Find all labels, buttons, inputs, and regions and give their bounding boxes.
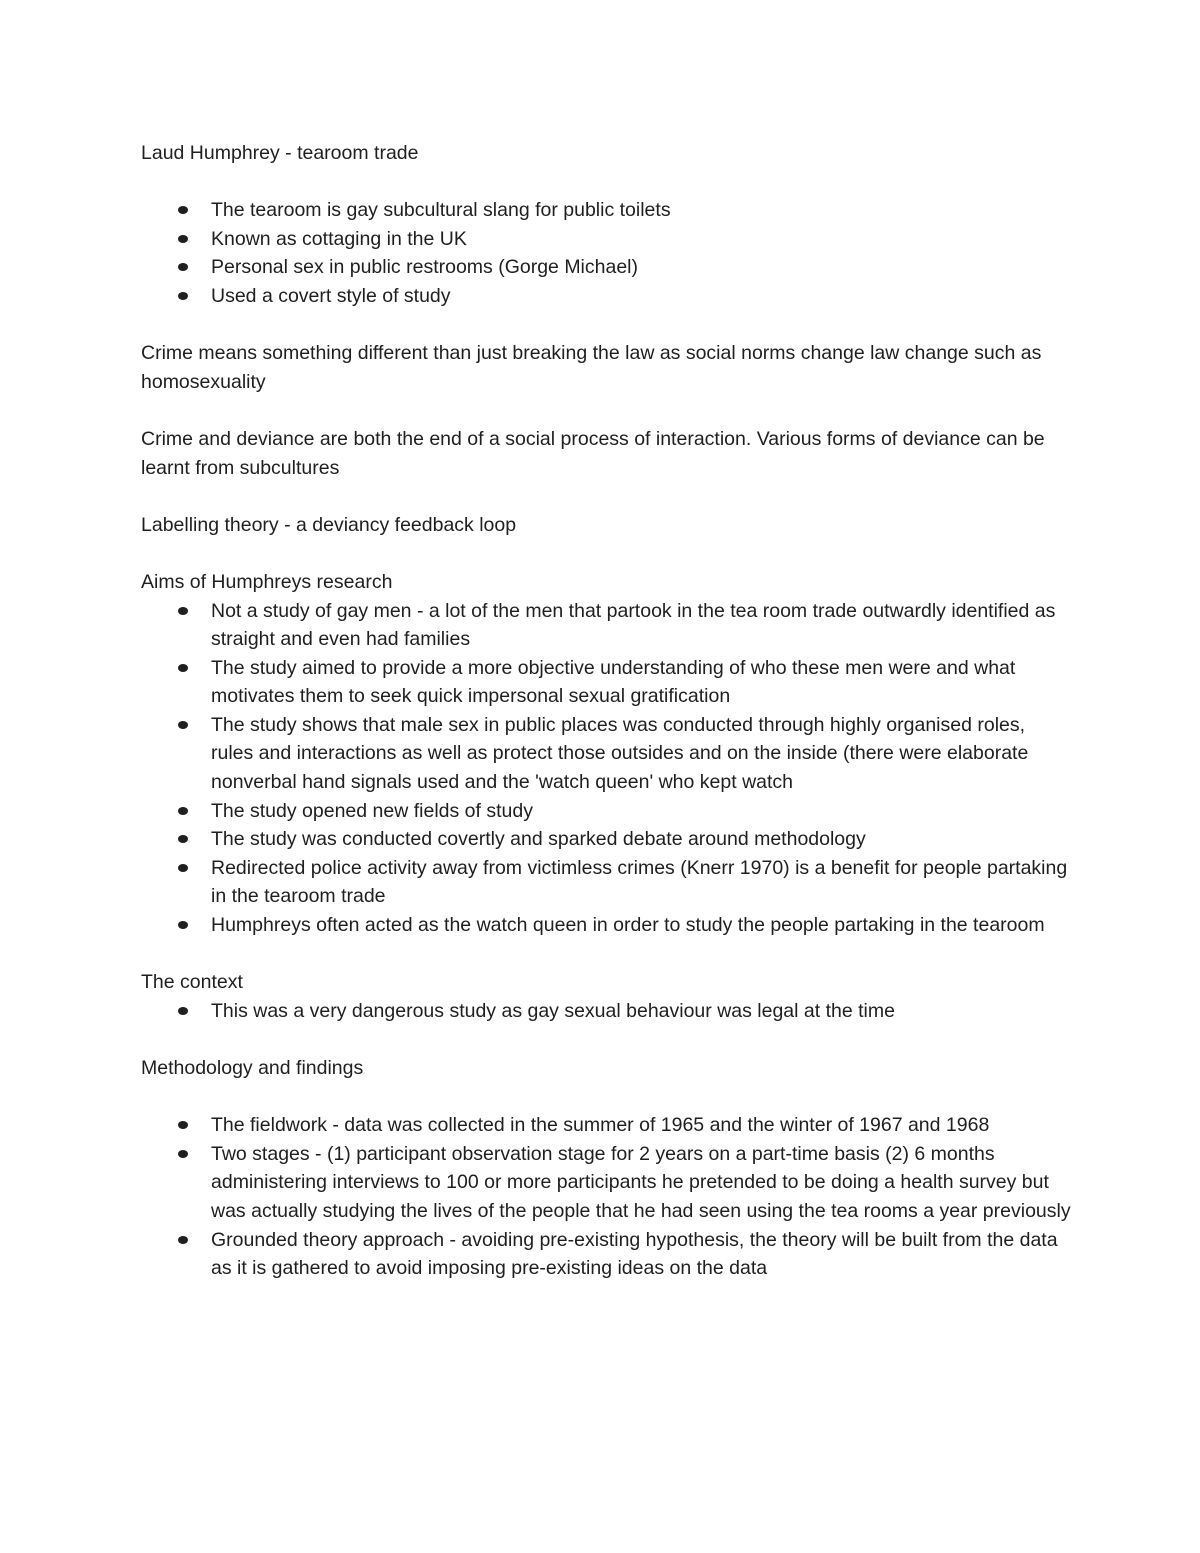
- bullet-icon: [178, 664, 188, 672]
- bullet-icon: [178, 206, 188, 214]
- list-item: This was a very dangerous study as gay sexual behaviour was legal at the time: [141, 997, 1071, 1026]
- list-item: The fieldwork - data was collected in the summer of 1965 and the winter of 1967 and 1968: [141, 1111, 1071, 1140]
- list-item: Redirected police activity away from victimless crimes (Knerr 1970) is a benefit for people partaking in the tearoom trade: [141, 854, 1071, 911]
- bullet-icon: [178, 807, 188, 815]
- paragraph-crime-meaning: Crime means something different than just breaking the law as social norms change law change such as homosexuality: [141, 342, 1047, 393]
- bullet-icon: [178, 864, 188, 872]
- spacer: [141, 168, 1071, 197]
- list-item: Used a covert style of study: [141, 282, 1071, 311]
- list-item: Grounded theory approach - avoiding pre-existing hypothesis, the theory will be built from the data as it is gathered to avoid imposing pre-existing ideas on the data: [141, 1226, 1071, 1283]
- bullet-list-aims: [141, 597, 1071, 940]
- section-heading-context: The context: [141, 971, 243, 994]
- bullet-icon: [178, 1150, 188, 1158]
- bullet-icon: [178, 1121, 188, 1129]
- list-item: The study shows that male sex in public places was conducted through highly organised roles, rules and interactions as well as protect those outsides and on the inside (there were elaborate nonverbal hand signals used and the 'watch queen' who kept watch: [141, 711, 1071, 797]
- section-heading-aims: Aims of Humphreys research: [141, 570, 393, 593]
- bullet-icon: [178, 721, 188, 729]
- paragraph-labelling-theory: Labelling theory - a deviancy feedback loop: [141, 513, 517, 536]
- section-heading-methodology: Methodology and findings: [141, 1057, 364, 1079]
- bullet-list-context: [141, 997, 1071, 1026]
- bullet-icon: [178, 1236, 188, 1244]
- spacer: [141, 539, 1071, 568]
- list-item: The tearoom is gay subcultural slang for public toilets: [141, 196, 1071, 225]
- spacer: [141, 1025, 1071, 1054]
- document-page: [141, 139, 1071, 1283]
- bullet-icon: [178, 235, 188, 243]
- paragraph-crime-deviance: Crime and deviance are both the end of a social process of interaction. Various forms of deviance can be learnt from subcultures: [141, 427, 1051, 479]
- bullet-icon: [178, 921, 188, 929]
- bullet-list-methodology: [141, 1111, 1071, 1283]
- section-heading-tearoom-trade: Laud Humphrey - tearoom trade: [141, 142, 419, 164]
- list-item: Known as cottaging in the UK: [141, 225, 1071, 254]
- list-item: Humphreys often acted as the watch queen in order to study the people partaking in the tearoom: [141, 911, 1071, 940]
- bullet-icon: [178, 292, 188, 300]
- spacer: [141, 1083, 1071, 1112]
- list-item: The study aimed to provide a more objective understanding of who these men were and what motivates them to seek quick impersonal sexual gratification: [141, 654, 1071, 711]
- bullet-icon: [178, 263, 188, 271]
- bullet-icon: [178, 607, 188, 615]
- spacer: [141, 311, 1071, 340]
- bullet-icon: [178, 835, 188, 843]
- list-item: Two stages - (1) participant observation stage for 2 years on a part-time basis (2) 6 months administering interviews to 100 or more participants he pretended to be doing a health survey but was actually studying the lives of the people that he had seen using the tea rooms a year previously: [141, 1140, 1071, 1226]
- spacer: [141, 940, 1071, 969]
- list-item: The study opened new fields of study: [141, 797, 1071, 826]
- spacer: [141, 482, 1071, 511]
- bullet-list-tearoom: [141, 196, 1071, 310]
- list-item: Not a study of gay men - a lot of the men that partook in the tea room trade outwardly identified as straight and even had families: [141, 597, 1071, 654]
- list-item: The study was conducted covertly and sparked debate around methodology: [141, 825, 1071, 854]
- spacer: [141, 396, 1071, 425]
- list-item: Personal sex in public restrooms (Gorge Michael): [141, 253, 1071, 282]
- bullet-icon: [178, 1007, 188, 1015]
